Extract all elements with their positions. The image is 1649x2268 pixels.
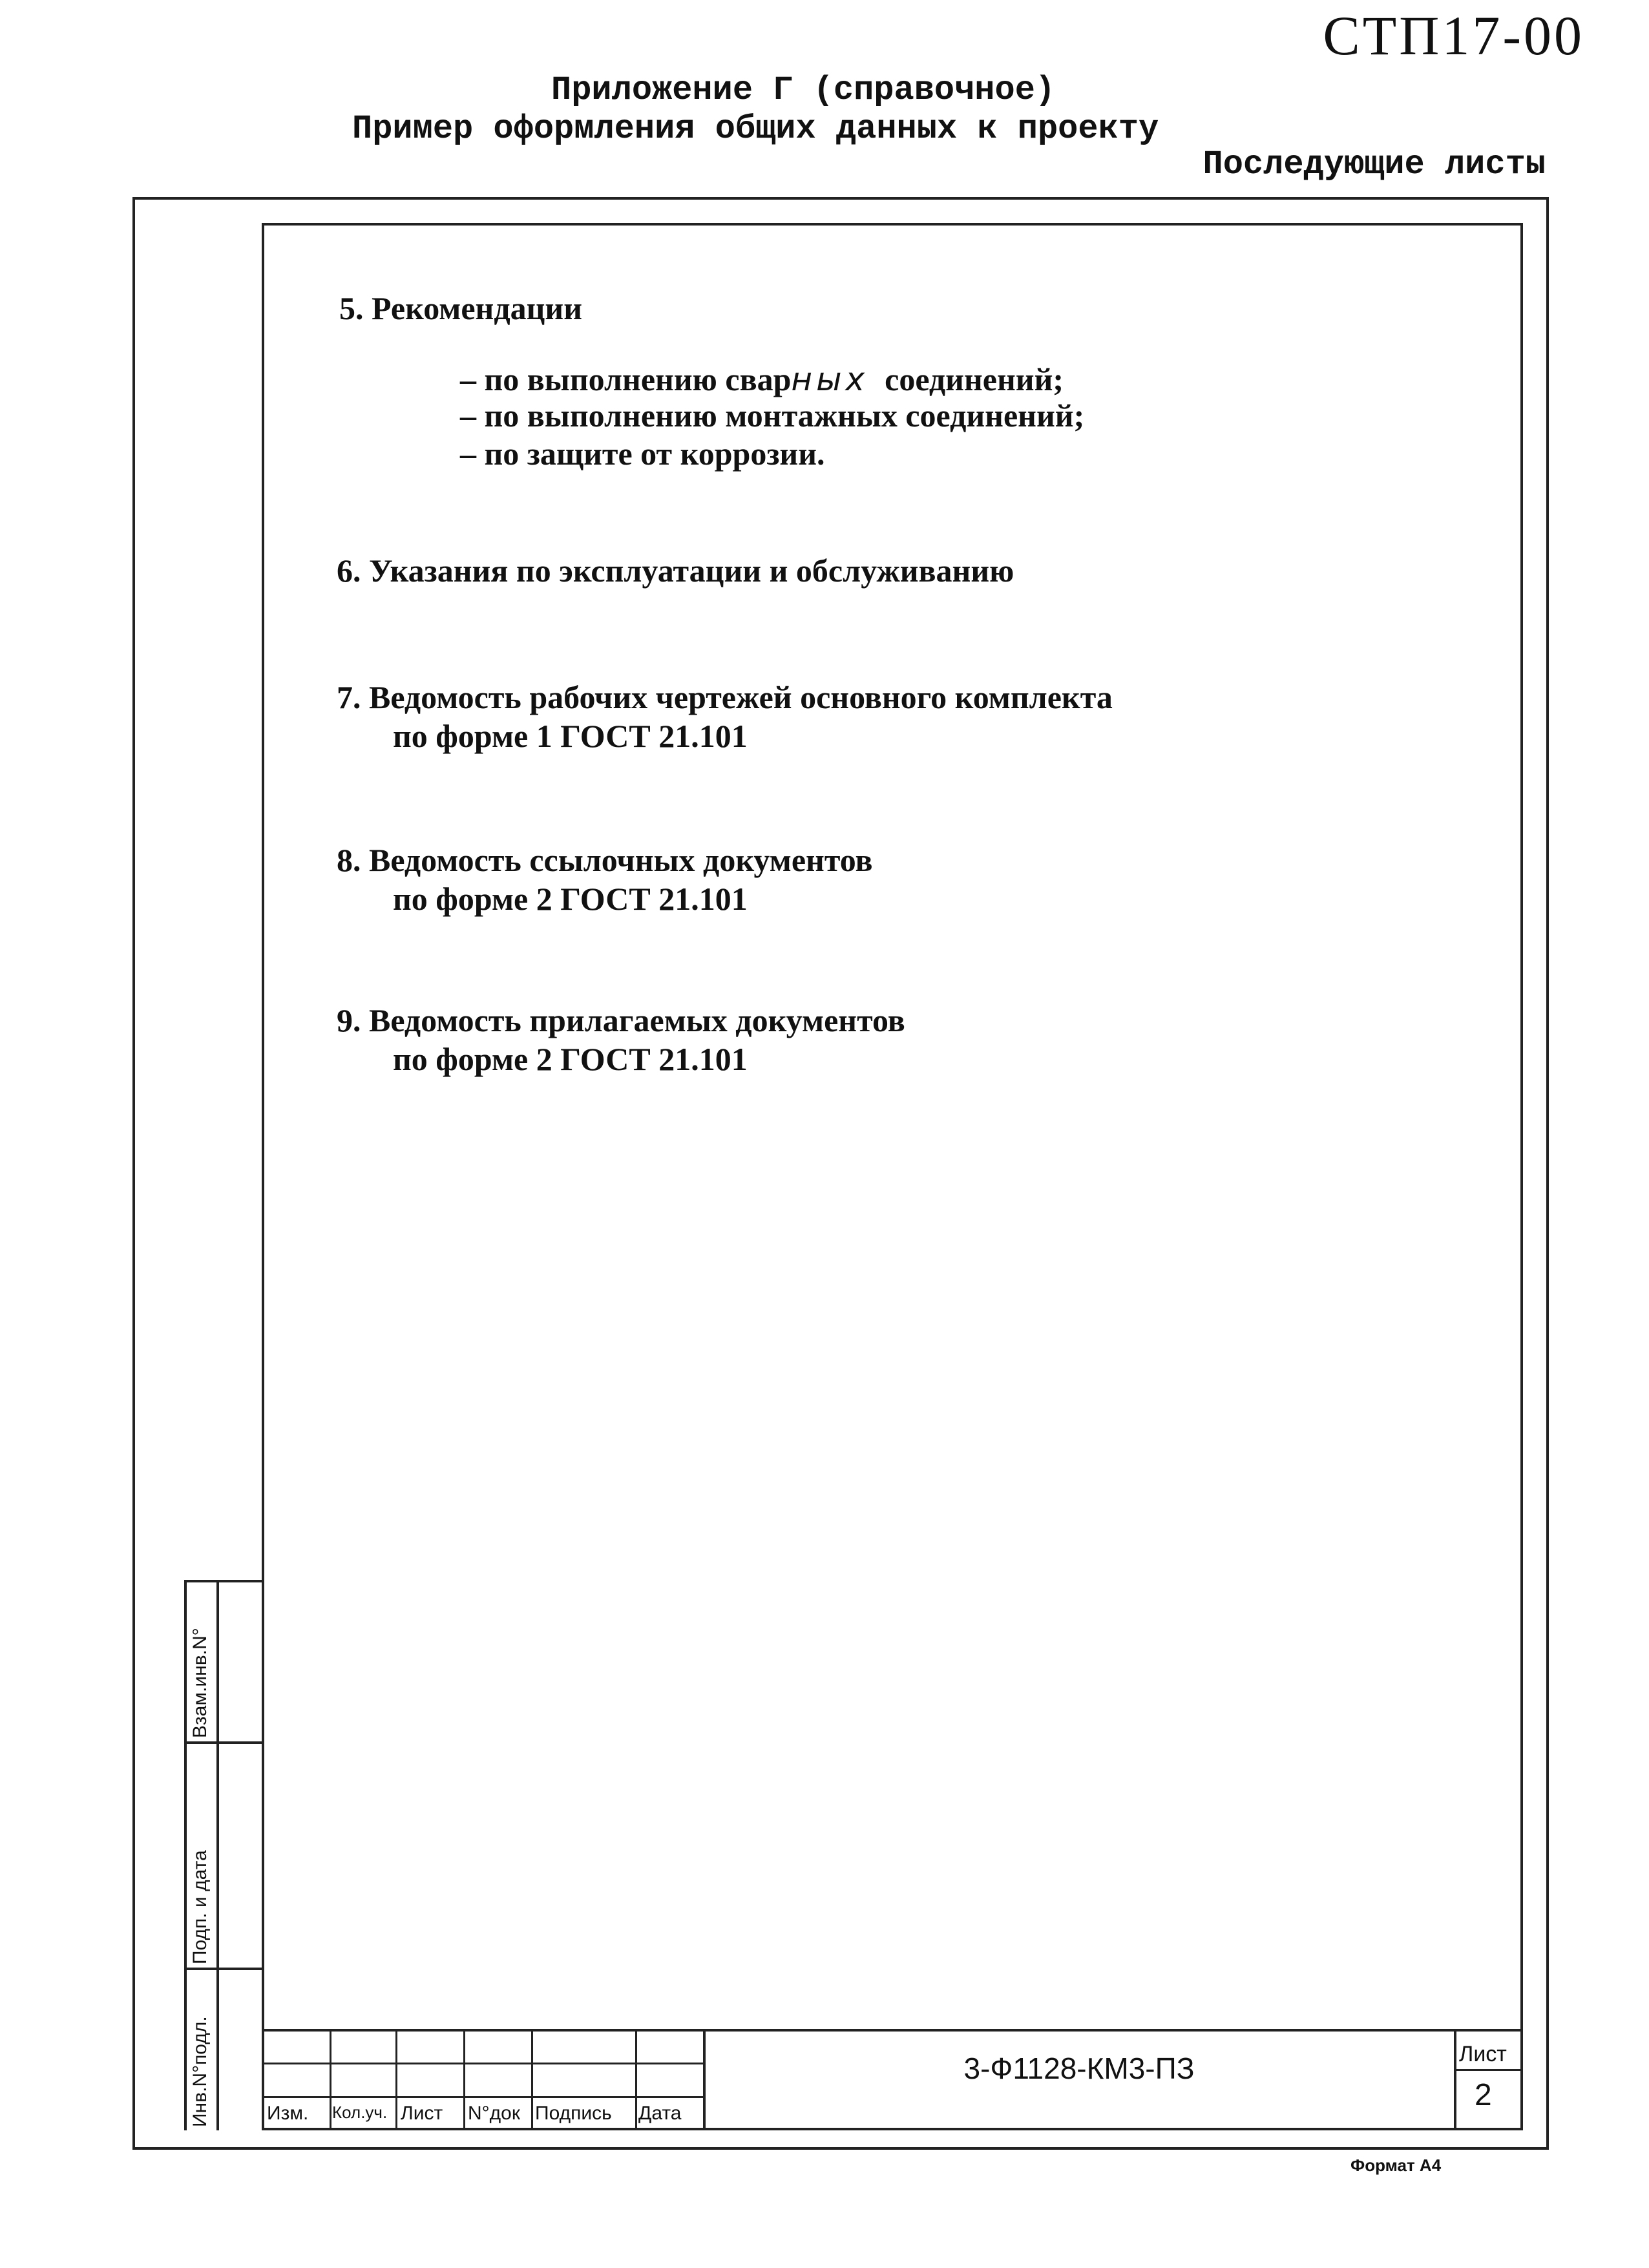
appendix-heading: Приложение Г (справочное) — [551, 71, 1056, 109]
item-9-line-2: по форме 2 ГОСТ 21.101 — [393, 1041, 748, 1077]
inv-orig-label: Инв.N°подл. — [189, 2016, 211, 2127]
col-line-5 — [635, 2029, 637, 2130]
item-5-title: 5. Рекомендации — [339, 290, 583, 326]
appendix-title: Пример оформления общих данных к проекту — [352, 110, 1159, 148]
sheet-row-line — [1454, 2069, 1523, 2071]
col-kol-uch: Кол.уч. — [332, 2103, 388, 2122]
inner-frame — [262, 223, 1523, 2130]
col-izm: Изм. — [267, 2103, 309, 2124]
col-line-1 — [330, 2029, 331, 2130]
col-n-dok: N°док — [468, 2103, 520, 2124]
item-5-bullet-1 — [460, 359, 1064, 399]
item-8-line-1: 8. Ведомость ссылочных документов — [337, 842, 873, 878]
document-designation: 3-Ф1128-КМ3-ПЗ — [963, 2052, 1195, 2085]
col-line-2 — [395, 2029, 397, 2130]
appendix-subtitle: Последующие листы — [1203, 145, 1546, 184]
document-code: СТП17-00 — [1323, 5, 1584, 67]
sign-date-label: Подп. и дата — [189, 1850, 211, 1964]
title-block-row-line-1 — [262, 2063, 704, 2064]
item-5-bullet-3: – по защите от коррозии. — [460, 436, 825, 472]
col-line-4 — [531, 2029, 533, 2130]
title-block-top-line — [262, 2029, 1523, 2032]
side-stamp-line-2 — [184, 1968, 264, 1970]
item-8-line-2: по форме 2 ГОСТ 21.101 — [393, 881, 748, 917]
item-7-line-1: 7. Ведомость рабочих чертежей основного комплекта — [337, 679, 1113, 715]
side-stamp-border-left — [184, 1580, 187, 2130]
side-stamp-divider — [216, 1580, 219, 2130]
col-data: Дата — [638, 2103, 682, 2124]
item-7-line-2: по форме 1 ГОСТ 21.101 — [393, 718, 748, 754]
side-stamp-line-top — [184, 1580, 264, 1582]
side-stamp-line-1 — [184, 1741, 264, 1744]
bullet-1-handwritten: ных — [791, 361, 869, 398]
replace-inv-label: Взам.инв.N° — [189, 1628, 211, 1738]
item-9-line-1: 9. Ведомость прилагаемых документов — [337, 1002, 905, 1038]
format-label: Формат А4 — [1350, 2156, 1442, 2175]
col-line-3 — [463, 2029, 465, 2130]
col-list: Лист — [401, 2103, 443, 2124]
bullet-1-suffix: соединений; — [868, 361, 1064, 397]
sheet-label: Лист — [1459, 2042, 1507, 2066]
title-block-row-line-2 — [262, 2096, 704, 2098]
item-5-bullet-2: – по выполнению монтажных соединений; — [460, 397, 1085, 434]
item-6-title: 6. Указания по эксплуатации и обслуживанию — [337, 552, 1014, 589]
sheet-col-line — [1454, 2029, 1456, 2130]
col-podpis: Подпись — [535, 2103, 612, 2124]
bullet-1-prefix: – по выполнению свар — [460, 361, 792, 397]
sheet-number: 2 — [1475, 2078, 1492, 2112]
